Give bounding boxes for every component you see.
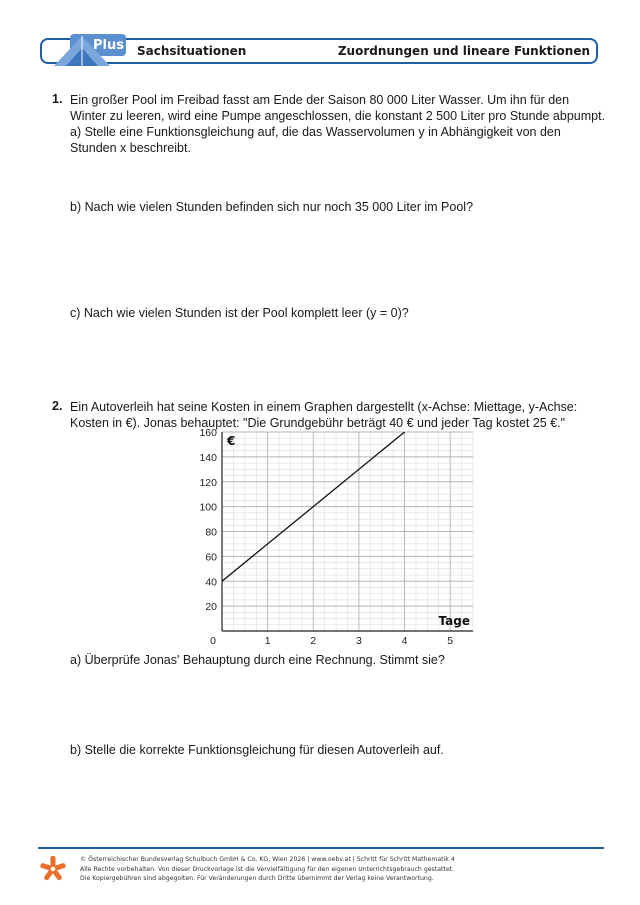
footer-divider xyxy=(38,847,604,849)
x-tick-label: 5 xyxy=(447,635,454,646)
x-tick-label: 1 xyxy=(264,635,271,646)
x-tick-label: 3 xyxy=(355,635,362,646)
header-left-title: Sachsituationen xyxy=(137,44,247,58)
y-tick-label: 80 xyxy=(205,526,217,539)
task2-part-b: b) Stelle die korrekte Funktionsgleichung für diesen Autoverleih auf. xyxy=(70,743,444,757)
logo-label: Plus xyxy=(93,38,124,53)
task1-part-c: c) Nach wie vielen Stunden ist der Pool komplett leer (y = 0)? xyxy=(70,306,409,320)
x-tick-label: 4 xyxy=(401,635,408,646)
y-tick-label: 120 xyxy=(199,476,217,489)
footer-line-3: Die Kopiergebühren sind abgegolten. Für Veränderungen durch Dritte übernimmt der Verlag keine Verantwortung. xyxy=(80,875,434,882)
task1-line-2: Winter zu leeren, wird eine Pumpe angeschlossen, die konstant 2 500 Liter pro Stunde abpumpt. xyxy=(70,109,606,123)
footer-copyright xyxy=(80,855,455,884)
task1-line-4: Stunden x beschreibt. xyxy=(70,141,191,155)
y-tick-label: 20 xyxy=(205,601,217,614)
task2-line-1: Ein Autoverleih hat seine Kosten in einem Graphen dargestellt (x-Achse: Miettage, y-Achse: xyxy=(70,400,578,414)
footer-line-2: Alle Rechte vorbehalten. Von dieser Druckvorlage ist die Vervielfältigung für den eigenen Unterrichtsgebrauch gestattet. xyxy=(80,865,455,873)
task1-number: 1. xyxy=(52,92,63,106)
y-tick-label: 60 xyxy=(205,551,217,564)
task1-line-1: Ein großer Pool im Freibad fasst am Ende der Saison 80 000 Liter Wasser. Um ihn für den xyxy=(70,93,570,107)
y-tick-label: 140 xyxy=(199,451,217,464)
x-axis-label: Tage xyxy=(438,614,470,628)
footer-line-1: © Österreichischer Bundesverlag Schulbuch GmbH & Co. KG, Wien 2026 | www.oebv.at | Schritt für Schritt Mathematik 4 xyxy=(80,856,455,863)
oebv-star-icon xyxy=(38,854,68,884)
y-tick-label: 100 xyxy=(199,501,217,514)
x-tick-label: 0 xyxy=(210,635,216,646)
task1-part-b: b) Nach wie vielen Stunden befinden sich nur noch 35 000 Liter im Pool? xyxy=(70,200,474,214)
header-right-title: Zuordnungen und lineare Funktionen xyxy=(337,44,590,58)
cost-line xyxy=(222,428,414,581)
y-axis-label: € xyxy=(227,434,236,448)
y-tick-label: 160 xyxy=(199,428,217,439)
task1-line-3: a) Stelle eine Funktionsgleichung auf, die das Wasservolumen y in Abhängigkeit von den xyxy=(70,125,561,139)
cost-graph xyxy=(195,428,480,646)
task2-part-a: a) Überprüfe Jonas' Behauptung durch eine Rechnung. Stimmt sie? xyxy=(70,653,445,667)
x-tick-label: 2 xyxy=(310,635,317,646)
task2-number: 2. xyxy=(52,399,63,413)
y-tick-label: 40 xyxy=(205,576,217,589)
task2-line-2: Kosten in €). Jonas behauptet: "Die Grundgebühr beträgt 40 € und jeder Tag kostet 25 €." xyxy=(70,416,566,430)
